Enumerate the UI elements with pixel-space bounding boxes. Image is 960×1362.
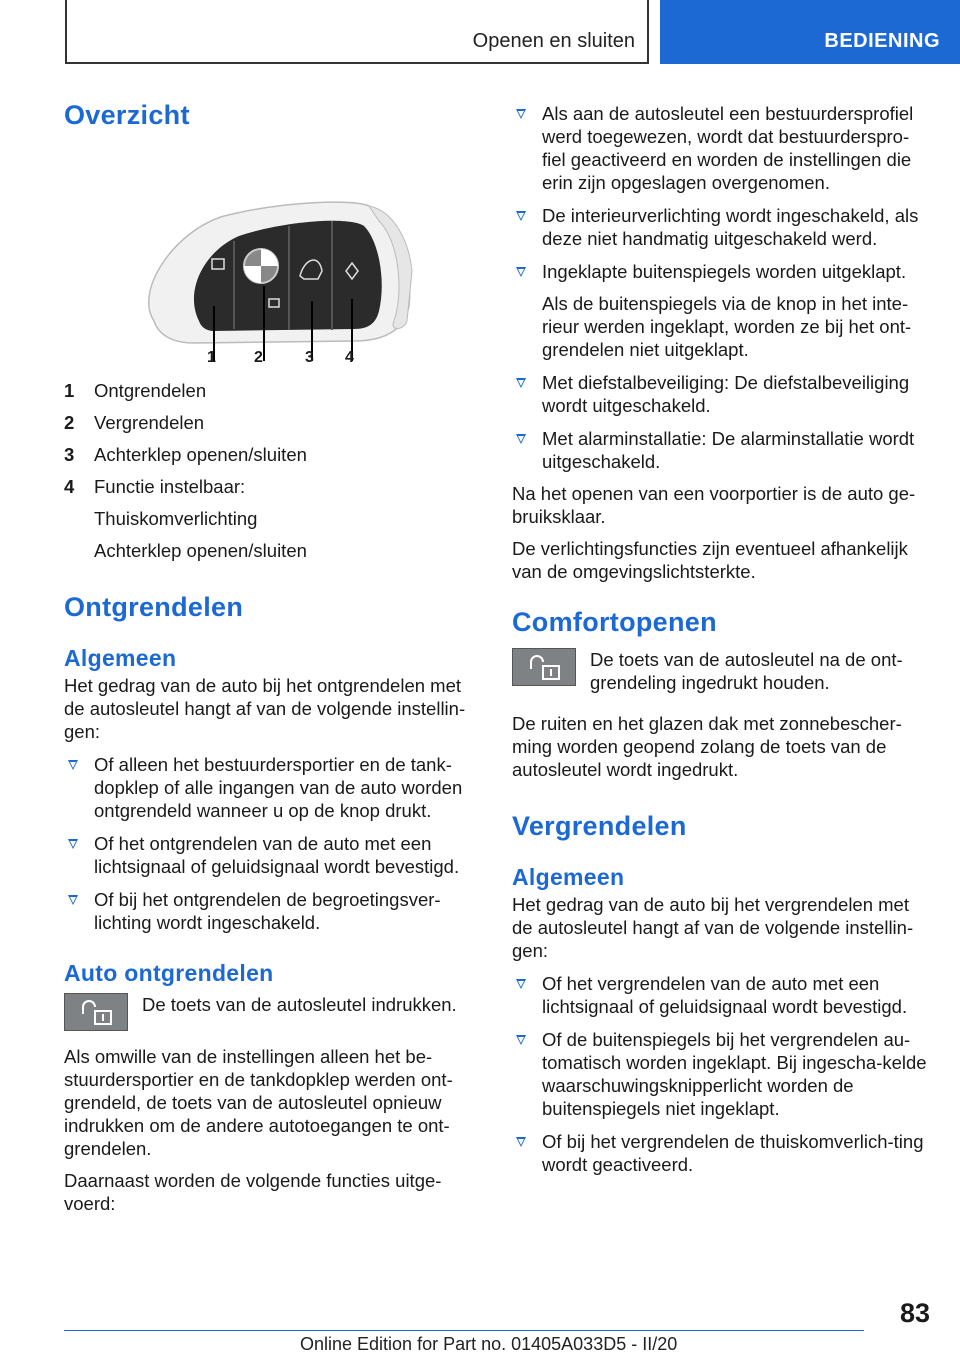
bullet-text: De interieurverlichting wordt ingeschakeld, als deze niet handmatig uitgeschakeld werd. [542, 205, 919, 249]
algemeen-heading: Algemeen [512, 864, 625, 890]
legend-subitem [64, 507, 478, 530]
bullet-item [512, 1130, 928, 1176]
legend-number: 4 [64, 476, 75, 497]
bullet-item [64, 888, 478, 934]
triangle-bullet-icon [68, 839, 78, 849]
bullet-text: Of het ontgrendelen van de auto met een lichtsignaal of geluidsignaal wordt bevestigd. [94, 833, 460, 877]
figure-label-4: 4 [345, 349, 354, 366]
page-header [0, 0, 960, 66]
figure-label-2: 2 [254, 349, 263, 366]
section-header-box [65, 0, 649, 64]
bullet-note-text: Als de buitenspiegels via de knop in het inte‐rieur werden ingeklapt, worden ze bij het ont‐grendelen niet uitgeklapt. [542, 293, 912, 360]
bullet-item [512, 260, 928, 283]
footer-divider [64, 1330, 864, 1331]
bullet-text: Of bij het vergrendelen de thuiskomverlich‐ting wordt geactiveerd. [542, 1131, 924, 1175]
legend-item [64, 443, 478, 466]
bullet-text: Als aan de autosleutel een bestuurdersprofiel werd toegewezen, wordt dat bestuurderspro‐fiel geactiveerd en worden de instellingen die erin zijn opgeslagen overgenomen. [542, 103, 914, 193]
bullet-text: Met alarminstallatie: De alarminstallatie wordt uitgeschakeld. [542, 428, 915, 472]
ready-paragraph: Na het openen van een voorportier is de auto ge‐bruiksklaar. [512, 483, 916, 527]
comfort-paragraph: De ruiten en het glazen dak met zonnebescher‐ming worden geopend zolang de toets van de autosleutel wordt ingedrukt. [512, 713, 902, 780]
bullet-text: Of bij het ontgrendelen de begroetingsver‐lichting wordt ingeschakeld. [94, 889, 441, 933]
bullet-text: Of alleen het bestuurdersportier en de tank‐dopklep of alle ingangen van de auto worden ontgrendeld wanneer u op de knop drukt. [94, 754, 463, 821]
bullet-item [512, 371, 928, 417]
bullet-text: Met diefstalbeveiliging: De diefstalbeveiliging wordt uitgeschakeld. [542, 372, 910, 416]
legend-text: Vergrendelen [94, 412, 205, 433]
figure-label-1: 1 [207, 349, 216, 366]
bullet-text: Of het vergrendelen van de auto met een lichtsignaal of geluidsignaal wordt bevestigd. [542, 973, 908, 1017]
legend-item [64, 411, 478, 434]
unlock-key-icon [512, 648, 576, 686]
left-column [64, 100, 478, 1215]
triangle-bullet-icon [516, 434, 526, 444]
bullet-text: Of de buitenspiegels bij het vergrendelen au‐tomatisch worden ingeklapt. Bij ingescha‐kelde waarschuwingsknipperlicht worden de buitenspiegels niet ingeklapt. [542, 1029, 927, 1119]
chapter-title: BEDIENING [824, 30, 940, 52]
unlock-instruction-text: De toets van de autosleutel indrukken. [142, 994, 457, 1015]
legend-item [64, 379, 478, 402]
edition-text: Online Edition for Part no. 01405A033D5 - II/20 [300, 1334, 678, 1354]
right-column [512, 102, 928, 1176]
auto-paragraph-1: Als omwille van de instellingen alleen het be‐stuurdersportier en de tankdopklep werden ont‐grendeld, de toets van de autosleutel opnieuw indrukken om de andere autotoegangen te ont‐grendelen. [64, 1046, 453, 1159]
comfortopenen-heading: Comfortopenen [512, 607, 717, 637]
unlock-key-icon [64, 993, 128, 1031]
overzicht-heading: Overzicht [64, 100, 190, 130]
triangle-bullet-icon [516, 211, 526, 221]
triangle-bullet-icon [516, 1137, 526, 1147]
legend-number: 3 [64, 444, 75, 465]
legend-subtext: Thuiskomverlichting [94, 508, 258, 529]
section-title: Openen en sluiten [472, 30, 635, 52]
auto-ontgrendelen-heading: Auto ontgrendelen [64, 960, 274, 986]
bullet-item [64, 753, 478, 822]
legend-text: Ontgrendelen [94, 380, 207, 401]
key-fob-illustration [64, 181, 478, 371]
legend-subitem [64, 539, 478, 562]
legend-text: Functie instelbaar: [94, 476, 246, 497]
auto-paragraph-2: Daarnaast worden de volgende functies uitge‐voerd: [64, 1170, 442, 1214]
page-number: 83 [900, 1298, 931, 1328]
bullet-note [512, 292, 928, 361]
chapter-tab [660, 0, 960, 64]
unlock-key-instruction [64, 993, 478, 1031]
triangle-bullet-icon [516, 267, 526, 277]
triangle-bullet-icon [68, 895, 78, 905]
bullet-list [512, 102, 928, 473]
bullet-text: Ingeklapte buitenspiegels worden uitgeklapt. [542, 261, 907, 282]
bullet-item [512, 1028, 928, 1120]
legend-number: 2 [64, 412, 75, 433]
algemeen-paragraph: Het gedrag van de auto bij het ontgrendelen met de autosleutel hangt af van de volgende instellin‐gen: [64, 675, 466, 742]
lighting-paragraph: De verlichtingsfuncties zijn eventueel afhankelijk van de omgevingslichtsterkte. [512, 538, 908, 582]
legend-item [64, 475, 478, 498]
comfort-key-instruction [512, 648, 928, 694]
bullet-list [512, 972, 928, 1176]
bullet-item [64, 832, 478, 878]
vergrendelen-heading: Vergrendelen [512, 811, 687, 841]
key-fob-figure [64, 181, 478, 371]
triangle-bullet-icon [68, 760, 78, 770]
triangle-bullet-icon [516, 109, 526, 119]
figure-label-3: 3 [305, 349, 314, 366]
legend-subtext: Achterklep openen/sluiten [94, 540, 307, 561]
ontgrendelen-heading: Ontgrendelen [64, 592, 244, 622]
triangle-bullet-icon [516, 1035, 526, 1045]
triangle-bullet-icon [516, 979, 526, 989]
legend-number: 1 [64, 380, 75, 401]
legend-text: Achterklep openen/sluiten [94, 444, 307, 465]
bullet-list [64, 753, 478, 934]
bullet-item [512, 204, 928, 250]
bullet-item [512, 427, 928, 473]
algemeen-heading: Algemeen [64, 645, 177, 671]
comfort-instruction-text: De toets van de autosleutel na de ont‐grendeling ingedrukt houden. [590, 649, 903, 693]
bullet-item [512, 972, 928, 1018]
algemeen-paragraph: Het gedrag van de auto bij het vergrendelen met de autosleutel hangt af van de volgende instellin‐gen: [512, 894, 914, 961]
figure-legend [64, 379, 478, 562]
triangle-bullet-icon [516, 378, 526, 388]
bullet-item [512, 102, 928, 194]
